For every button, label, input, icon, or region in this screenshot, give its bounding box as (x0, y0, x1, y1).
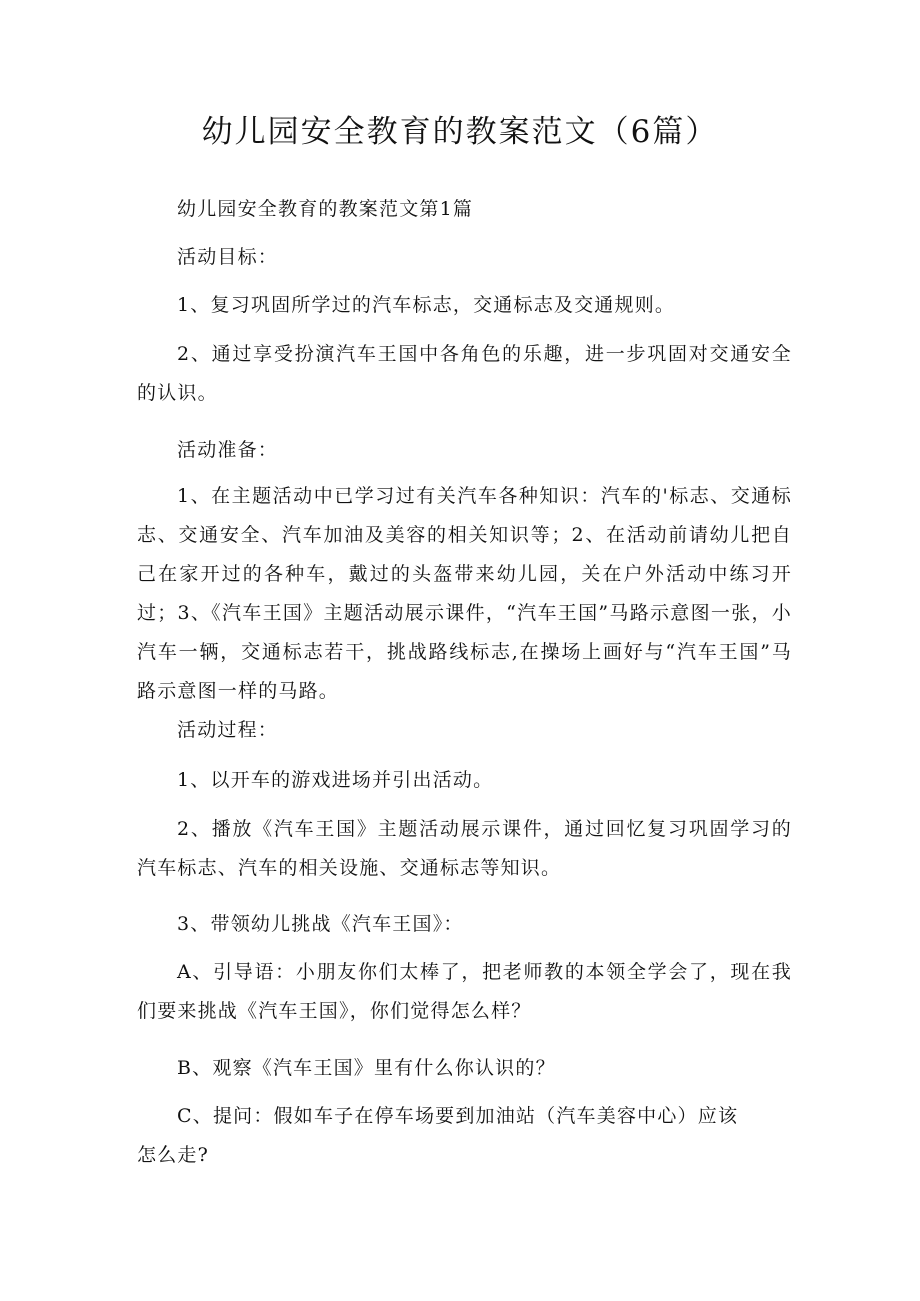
goal-item-2: 2、通过享受扮演汽车王国中各角色的乐趣，进一步巩固对交通安全的认识。 (137, 343, 792, 404)
heading-activity-process: 活动过程： (177, 719, 279, 741)
process-item-b: B、观察《汽车王国》里有什么你认识的？ (177, 1057, 556, 1079)
goal-item-1: 1、复习巩固所学过的汽车标志，交通标志及交通规则。 (177, 294, 676, 316)
process-item-a: A、引导语：小朋友你们太棒了，把老师教的本领全学会了，现在我们要来挑战《汽车王国》，你们觉得怎么样？ (137, 961, 792, 1022)
process-item-3: 3、带领幼儿挑战《汽车王国》： (177, 913, 464, 935)
process-item-2: 2、播放《汽车王国》主题活动展示课件，通过回忆复习巩固学习的汽车标志、汽车的相关设施、交通标志等知识。 (137, 818, 792, 879)
preparation-text: 1、在主题活动中已学习过有关汽车各种知识：汽车的'标志、交通标志、交通安全、汽车加油及美容的相关知识等；2、在活动前请幼儿把自己在家开过的各种车，戴过的头盔带来幼儿园，关在户外活动中练习开过；3、《汽车王国》主题活动展示课件，“汽车王国”马路示意图一张，小汽车一辆，交通标志若干，挑战路线标志,在操场上画好与“汽车王国”马路示意图一样的马路。 (137, 485, 792, 702)
heading-activity-preparation: 活动准备： (177, 439, 279, 461)
heading-activity-goals: 活动目标： (177, 246, 279, 268)
process-item-1: 1、以开车的游戏进场并引出活动。 (177, 769, 494, 791)
process-item-c: C、提问：假如车子在停车场要到加油站（汽车美容中心）应该 怎么走? (137, 1105, 739, 1166)
section-heading-part-1: 幼儿园安全教育的教案范文第1篇 (177, 198, 474, 220)
document-title: 幼儿园安全教育的教案范文（6篇） (201, 114, 719, 150)
